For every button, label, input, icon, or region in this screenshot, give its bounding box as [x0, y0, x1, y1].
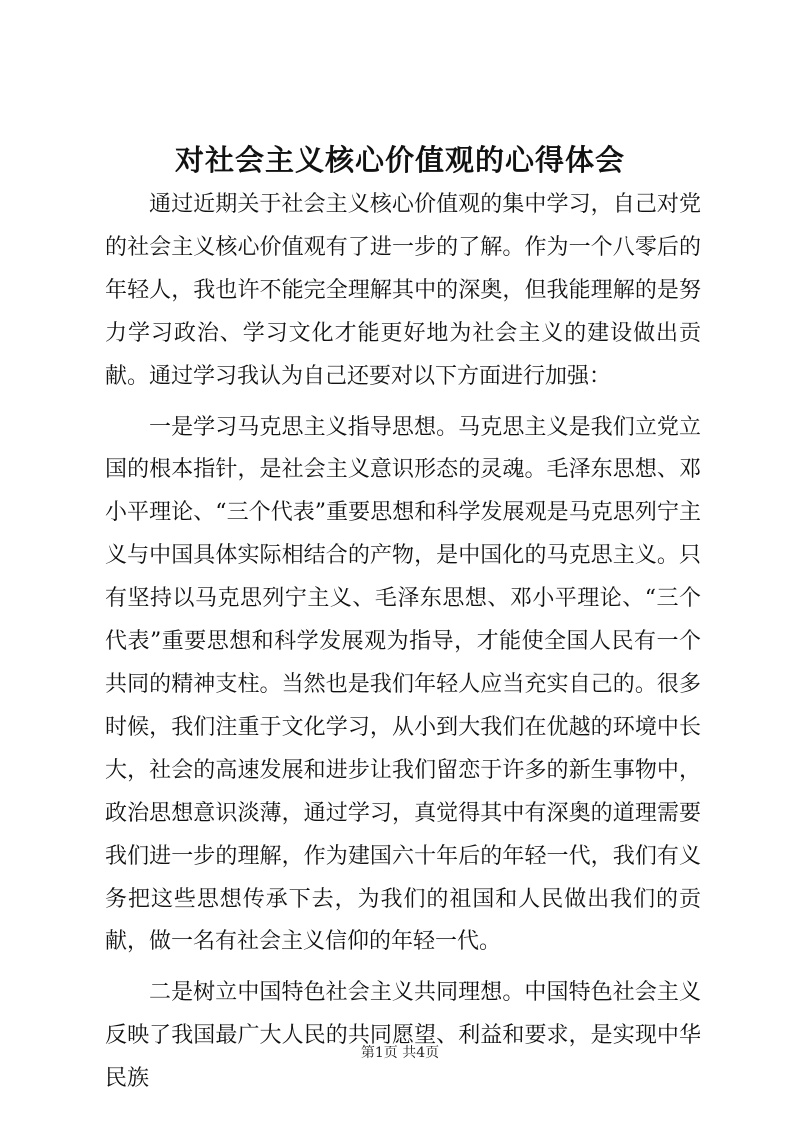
paragraph-marxism: 一是学习马克思主义指导思想。马克思主义是我们立党立国的根本指针，是社会主义意识形态的灵魂。毛泽东思想、邓小平理论、“三个代表”重要思想和科学发展观是马克思列宁主义与中国具体实际相结合的产物，是中国化的马克思主义。只有坚持以马克思列宁主义、毛泽东思想、邓小平理论、“三个代表”重要思想和科学发展观为指导，才能使全国人民有一个共同的精神支柱。当然也是我们年轻人应当充实自己的。很多时候，我们注重于文化学习，从小到大我们在优越的环境中长大，社会的高速发展和进步让我们留恋于许多的新生事物中，政治思想意识淡薄，通过学习，真觉得其中有深奥的道理需要我们进一步的理解，作为建国六十年后的年轻一代，我们有义务把这些思想传承下去，为我们的祖国和人民做出我们的贡献，做一名有社会主义信仰的年轻一代。	[105, 414, 701, 955]
document-title: 对社会主义核心价值观的心得体会	[174, 143, 625, 177]
paragraph-intro: 通过近期关于社会主义核心价值观的集中学习，自己对党的社会主义核心价值观有了进一步的了解。作为一个八零后的年轻人，我也许不能完全理解其中的深奥，但我能理解的是努力学习政治、学习文化才能更好地为社会主义的建设做出贡献。通过学习我认为自己还要对以下方面进行加强：	[105, 192, 701, 389]
document-body	[105, 184, 701, 1101]
page-number-footer: 第1页 共4页	[360, 1045, 440, 1061]
paragraph-common-ideal: 二是树立中国特色社会主义共同理想。中国特色社会主义反映了我国最广大人民的共同愿望、利益和要求，是实现中华民族	[105, 980, 701, 1092]
